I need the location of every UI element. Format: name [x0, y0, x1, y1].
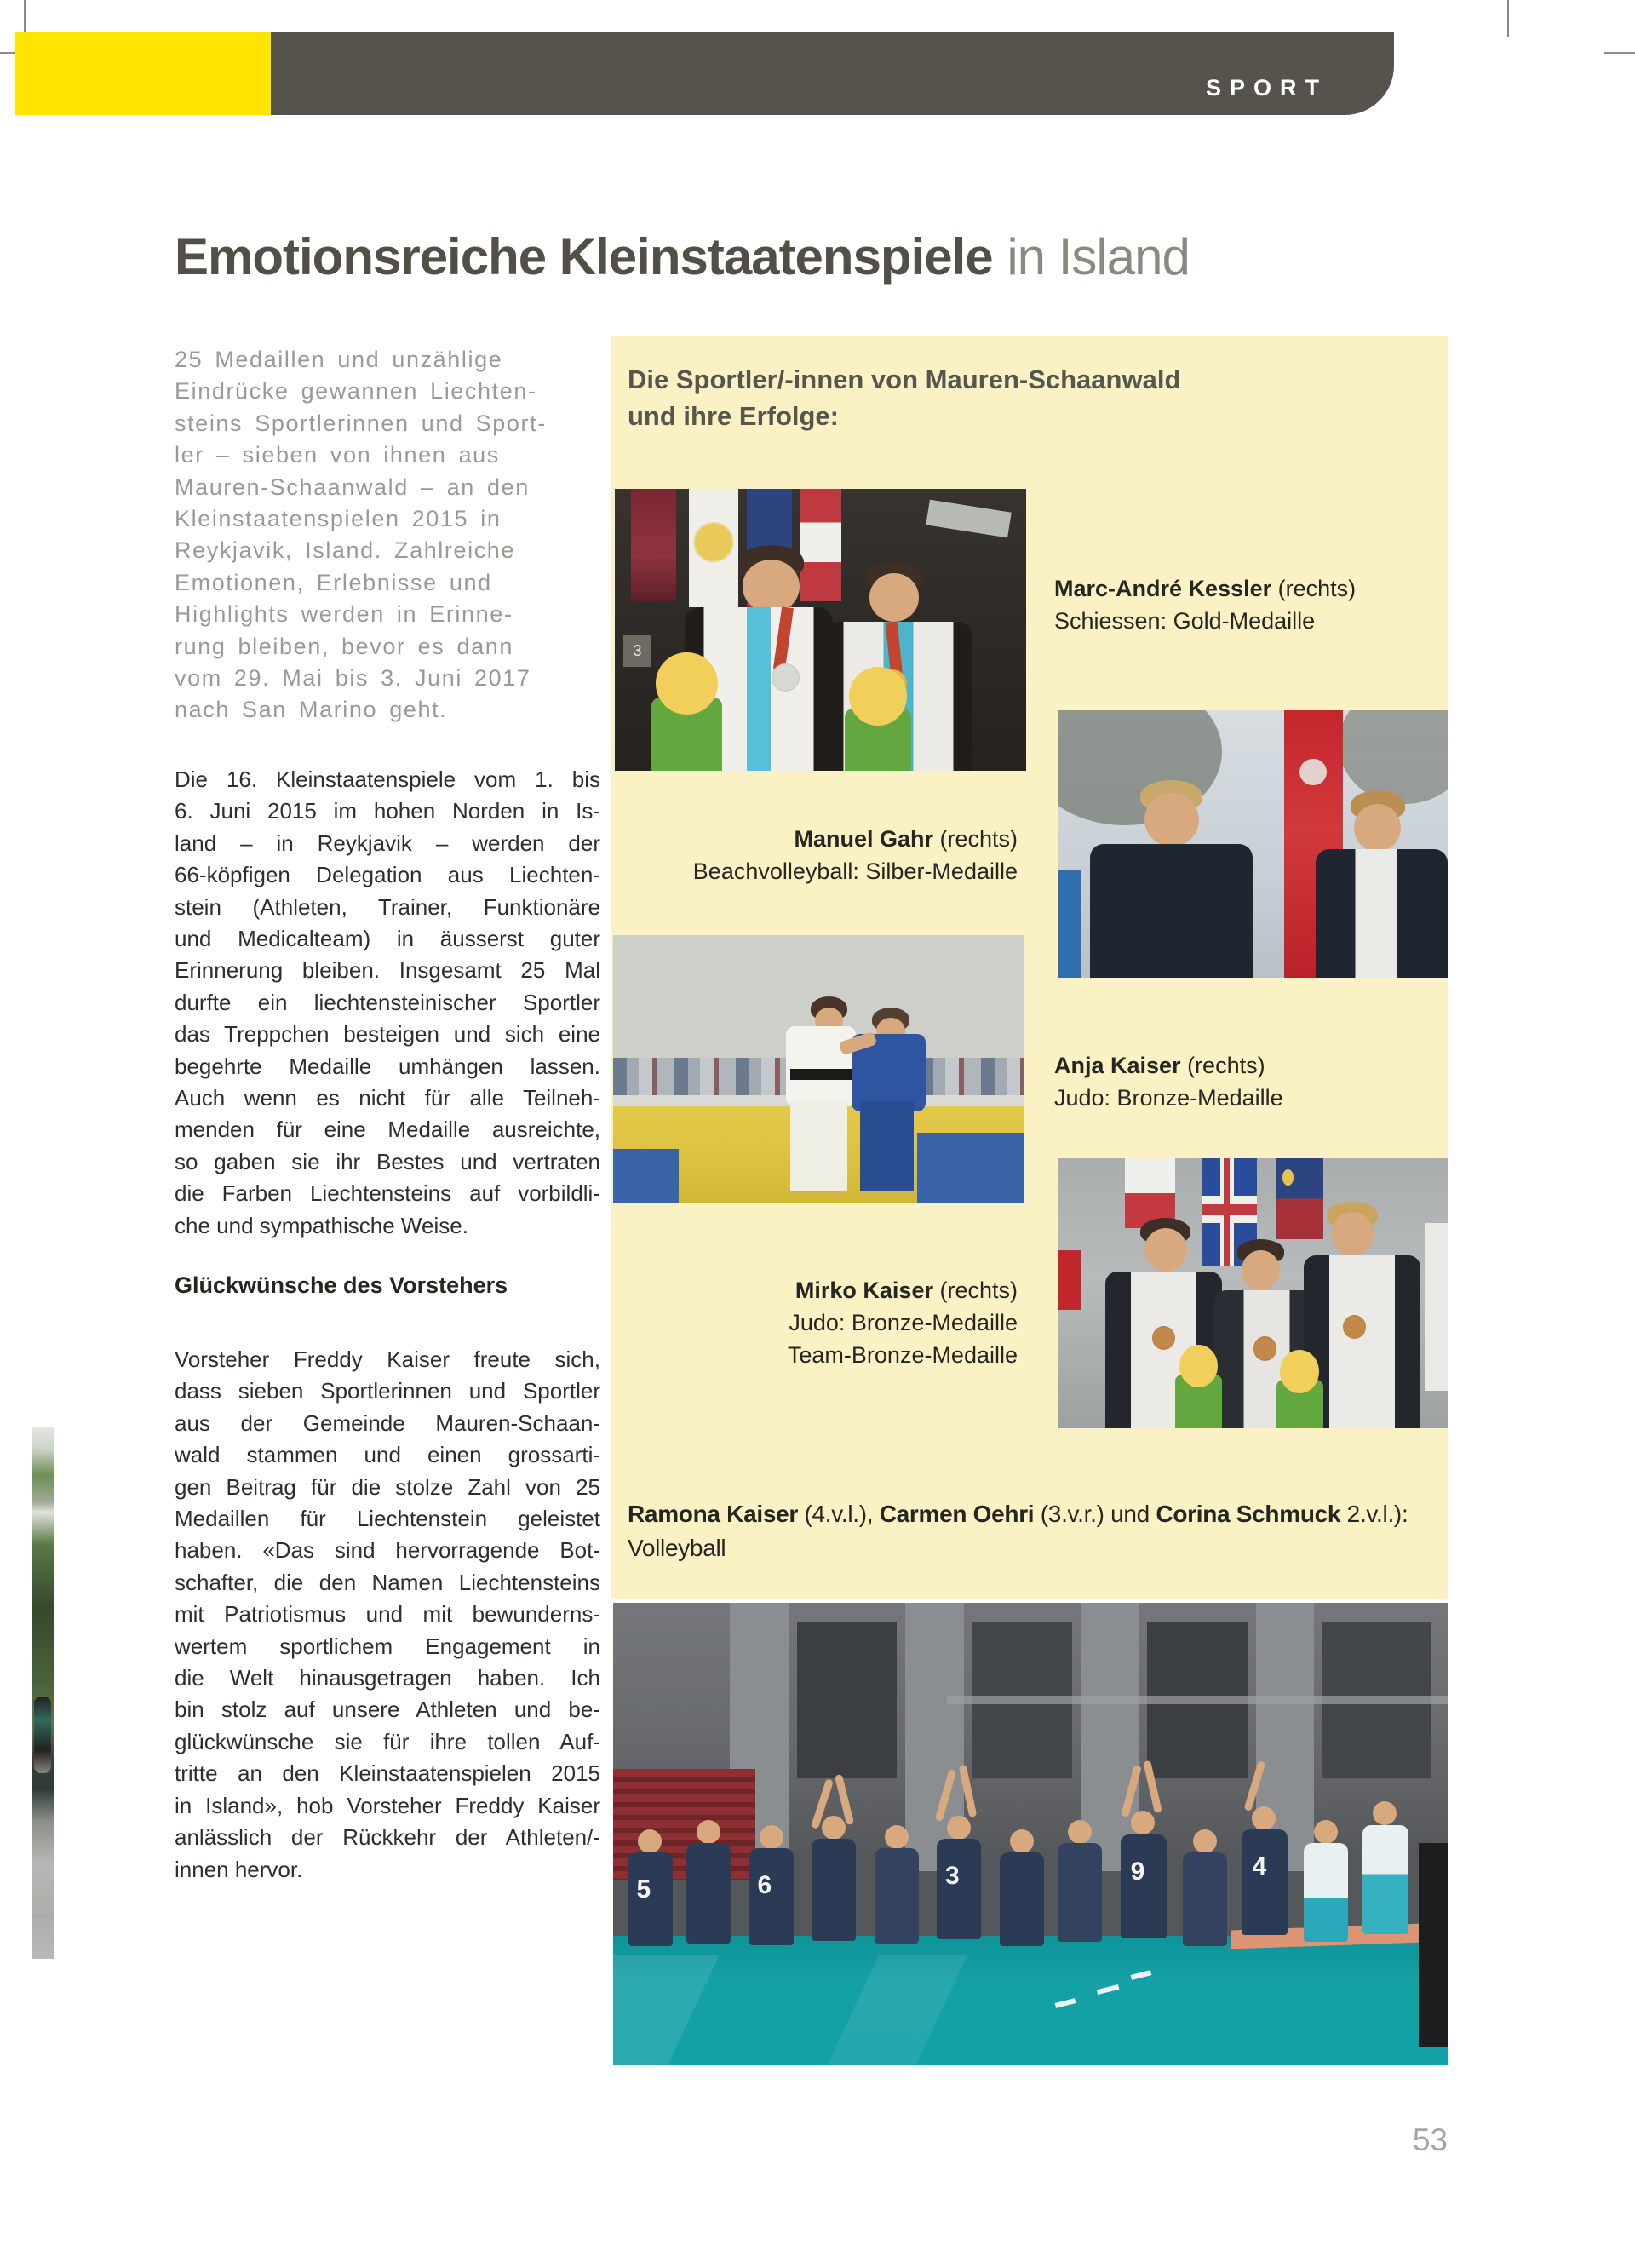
mascot-plush: [849, 667, 907, 726]
header-bar: [271, 32, 1394, 115]
player-jersey-teal: [1304, 1843, 1348, 1942]
photo-beachvolleyball-silver: [1058, 710, 1448, 978]
player-jersey: [1183, 1852, 1227, 1946]
caption-name-line: Manuel Gahr (rechts): [794, 826, 1018, 852]
photo-shooting-gold-medal: [615, 489, 1026, 771]
jersey-number: 9: [1130, 1857, 1145, 1886]
player-jersey: [1242, 1829, 1288, 1935]
page-bleed-photo-strip: [32, 1427, 54, 1959]
coach-figure: [1419, 1843, 1448, 2047]
jersey-number: 4: [1252, 1852, 1267, 1881]
photo-volleyball-team: [613, 1603, 1448, 2065]
caption-name-line: Ramona Kaiser (4.v.l.), Carmen Oehri (3.v.r.) und Corina Schmuck 2.v.l.):: [628, 1501, 1408, 1527]
banner-decor: [1425, 1223, 1448, 1391]
caption-gahr: [630, 823, 1018, 887]
intro-paragraph: 25 Medaillen und unzählige Eindrücke gewannen Liechten- steins Sportlerinnen und Sport- ler – sieben von ihnen aus Mauren-Schaanwald – an den Kleinstaatenspielen 2015 in Reykjavik, Island. Zahlreiche Emotionen, Erlebnisse und Highlights werden in Erinne- rung bleiben, bevor es dann vom 29. Mai bis 3. Juni 2017 nach San Marino geht.: [175, 347, 547, 723]
ceiling-light-decor: [926, 499, 1011, 537]
athlete-figure: [1242, 1250, 1281, 1291]
athlete-jacket: [1316, 849, 1448, 978]
tree-decor: [1058, 710, 1222, 825]
subheading: Glückwünsche des Vorstehers: [175, 1272, 508, 1298]
player-jersey: [1058, 1843, 1102, 1942]
player: [697, 1820, 720, 1844]
caption-name-line: Anja Kaiser (rechts): [1054, 1053, 1265, 1078]
athlete-jacket: [1090, 844, 1254, 978]
athlete-figure: [1354, 804, 1401, 853]
athlete-figure: [743, 560, 800, 613]
flag-decor: [800, 489, 840, 601]
player-jersey: [875, 1848, 919, 1944]
athlete-figure: [1144, 793, 1199, 847]
flag-iceland: [1224, 1158, 1230, 1266]
caption-detail: Judo: Bronze-Medaille Team-Bronze-Medaille: [787, 1310, 1018, 1368]
body-paragraph-1: Die 16. Kleinstaatenspiele vom 1. bis 6. Juni 2015 im hohen Norden in Is- land – in Reykjavik – werden der 66-köpfigen Delegation aus Liechten- stein (Athleten, Trainer, Funktionäre und Medicalteam) in äusserst guter Erinnerung bleiben. Insgesamt 25 Mal durfte ein liechtensteinischer Sportler das Treppchen besteigen und sich eine begehrte Medaille umhängen lassen. Auch wenn es nicht für alle Teilneh- menden für eine Medaille ausreichte, so gaben sie ihr Bestes und vertraten die Farben Liechtensteins auf vorbildli- che und sympathische Weise.: [175, 767, 600, 1238]
judoka-white-legs: [790, 1101, 848, 1192]
player-jersey: [686, 1843, 731, 1944]
jersey-number: 6: [757, 1870, 772, 1899]
player: [1252, 1806, 1276, 1830]
player: [760, 1825, 783, 1849]
player: [1131, 1811, 1155, 1834]
player: [1193, 1829, 1217, 1853]
sponsor-sign-decor: [1058, 1250, 1081, 1310]
jersey-number: 5: [636, 1875, 651, 1904]
body-paragraph-2: Vorsteher Freddy Kaiser freute sich, dass sieben Sportlerinnen und Sportler aus der Gemeinde Mauren-Schaan- wald stammen und einen grossarti- gen Beitrag für die stolze Zahl von 25 Medaillen für Liechtenstein geleistet haben. «Das sind hervorragende Bot- schafter, die den Namen Liechtensteins mit Patriotismus und mit bewunderns- wertem sportlichem Engagement in die Welt hinausgetragen haben. Ich bin stolz auf unsere Athleten und be- glückwünsche sie für ihre tollen Auf- tritte an den Kleinstaatenspielen 2015 in Island», hob Vorsteher Freddy Kaiser anlässlich der Rückkehr der Athleten/- innen hervor.: [175, 1346, 600, 1882]
player: [822, 1816, 846, 1840]
photo-judo-bronze: [613, 935, 1024, 1203]
banner-logo-decor: [1299, 759, 1327, 785]
bystander-decor: [1058, 870, 1081, 978]
flag-decor: [689, 489, 738, 607]
balcony-rail-decor: [947, 1696, 1448, 1705]
player-jersey: [1000, 1852, 1044, 1946]
court-reflection-decor: [613, 1955, 1448, 2065]
photo-judo-team-bronze: [1058, 1158, 1448, 1428]
player: [947, 1816, 971, 1840]
caption-name-line: Mirko Kaiser (rechts): [795, 1278, 1018, 1303]
mascot-plush: [656, 652, 717, 715]
page-number: 53: [1412, 2122, 1448, 2157]
bronze-medal: [1152, 1326, 1175, 1351]
player: [1010, 1829, 1034, 1853]
player: [1373, 1801, 1397, 1825]
flag-iceland: [1202, 1204, 1257, 1215]
judoka-blue-legs: [860, 1101, 914, 1192]
bleed-strip-person: [34, 1697, 51, 1773]
header-yellow-tab: [15, 32, 271, 115]
flag-liechtenstein: [1276, 1158, 1323, 1239]
window-decor: [797, 1622, 898, 1779]
flag-decor: [631, 489, 676, 601]
tree-decor: [1339, 710, 1448, 804]
player: [885, 1825, 909, 1849]
bronze-medal: [1254, 1336, 1276, 1361]
mascot-plush: [1280, 1350, 1319, 1393]
jersey-number: 3: [945, 1862, 960, 1891]
lane-number-sign: 3: [623, 635, 652, 666]
infobox-title-line1: Die Sportler/-innen von Mauren-Schaanwald: [628, 365, 1181, 394]
player-jersey-teal: [1362, 1825, 1408, 1934]
athlete-figure: [1144, 1228, 1187, 1272]
player: [1314, 1820, 1338, 1844]
flag-liechtenstein: [1282, 1169, 1294, 1186]
caption-detail: Volleyball: [628, 1535, 726, 1561]
crop-mark: [0, 52, 17, 54]
judo-mat-blue: [917, 1133, 1024, 1203]
black-belt: [790, 1069, 852, 1080]
infobox-title-line2: und ihre Erfolge:: [628, 401, 839, 431]
caption-anja-kaiser: [1054, 1049, 1429, 1114]
player-jersey: [812, 1839, 856, 1941]
athlete-figure: [1331, 1212, 1374, 1255]
caption-kessler: [1054, 572, 1429, 637]
caption-volleyball-team: [628, 1497, 1437, 1565]
crop-mark: [1604, 52, 1635, 54]
page-title-light: in Island: [1007, 228, 1190, 285]
judoka-white: [786, 1026, 856, 1106]
athlete-figure: [869, 573, 919, 621]
crop-mark: [1507, 0, 1509, 37]
caption-mirko-kaiser: [630, 1274, 1018, 1371]
page-title: [175, 228, 1452, 286]
caption-name-line: Marc-André Kessler (rechts): [1054, 576, 1357, 601]
infobox-title: [628, 361, 1428, 434]
section-label: SPORT: [1205, 75, 1328, 100]
caption-detail: Judo: Bronze-Medaille: [1054, 1085, 1283, 1111]
caption-detail: Beachvolleyball: Silber-Medaille: [692, 858, 1018, 884]
judo-mat-blue: [613, 1149, 679, 1203]
caption-detail: Schiessen: Gold-Medaille: [1054, 608, 1316, 634]
page-title-bold: Emotionsreiche Kleinstaatenspiele: [175, 228, 993, 285]
